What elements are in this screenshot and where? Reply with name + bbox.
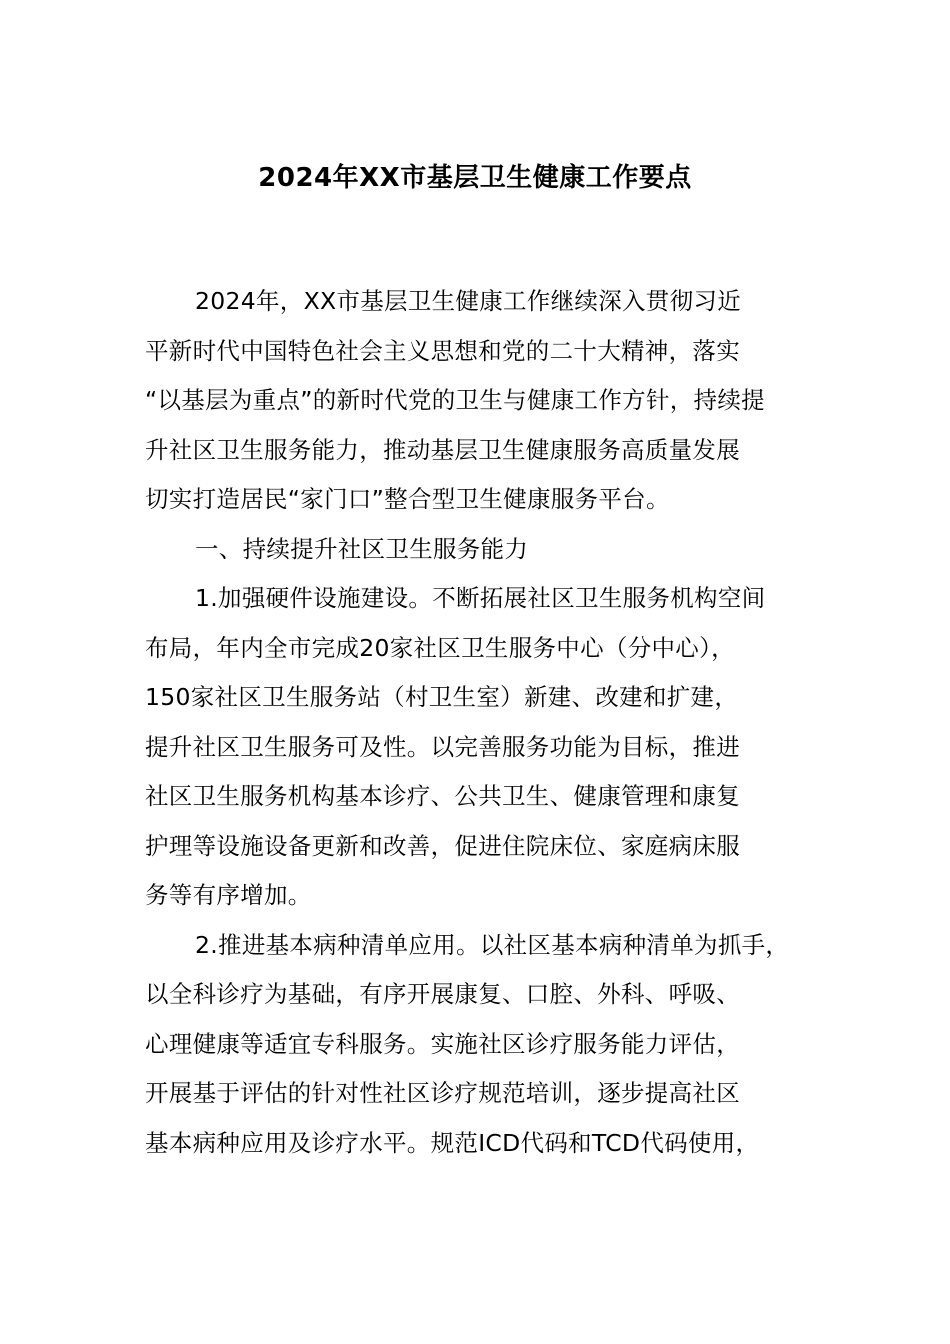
text-line: 务等有序增加。 bbox=[145, 881, 312, 909]
text-line: 切实打造居民“家门口”整合型卫生健康服务平台。 bbox=[145, 485, 670, 513]
text-line: 护理等设施设备更新和改善，促进住院床位、家庭病床服 bbox=[145, 831, 740, 860]
text-line: 布局，年内全市完成20家社区卫生服务中心（分中心）， bbox=[145, 633, 735, 662]
text-line: 2.推进基本病种清单应用。以社区基本病种清单为抓手， bbox=[195, 930, 790, 959]
section-heading: 一、持续提升社区卫生服务能力 bbox=[195, 534, 529, 563]
text-line: 以全科诊疗为基础，有序开展康复、口腔、外科、呼吸、 bbox=[145, 980, 740, 1008]
text-line: 升社区卫生服务能力，推动基层卫生健康服务高质量发展 bbox=[145, 435, 740, 464]
text-line: 心理健康等适宜专科服务。实施社区诊疗服务能力评估， bbox=[145, 1029, 740, 1058]
text-line: “以基层为重点”的新时代党的卫生与健康工作方针，持续提 bbox=[145, 386, 765, 414]
text-line: 开展基于评估的针对性社区诊疗规范培训，逐步提高社区 bbox=[145, 1079, 740, 1107]
document-body bbox=[145, 277, 835, 1168]
text-line: 平新时代中国特色社会主义思想和党的二十大精神，落实 bbox=[145, 336, 740, 365]
document-title: 2024年XX市基层卫生健康工作要点 bbox=[258, 163, 692, 193]
text-line: 2024年，XX市基层卫生健康工作继续深入贯彻习近 bbox=[195, 287, 742, 315]
text-line: 社区卫生服务机构基本诊疗、公共卫生、健康管理和康复 bbox=[145, 782, 740, 810]
text-line: 150家社区卫生服务站（村卫生室）新建、改建和扩建， bbox=[145, 683, 739, 711]
text-line: 基本病种应用及诊疗水平。规范ICD代码和TCD代码使用， bbox=[145, 1128, 760, 1157]
text-line: 提升社区卫生服务可及性。以完善服务功能为目标，推进 bbox=[145, 732, 740, 761]
text-line: 1.加强硬件设施建设。不断拓展社区卫生服务机构空间 bbox=[195, 584, 766, 612]
